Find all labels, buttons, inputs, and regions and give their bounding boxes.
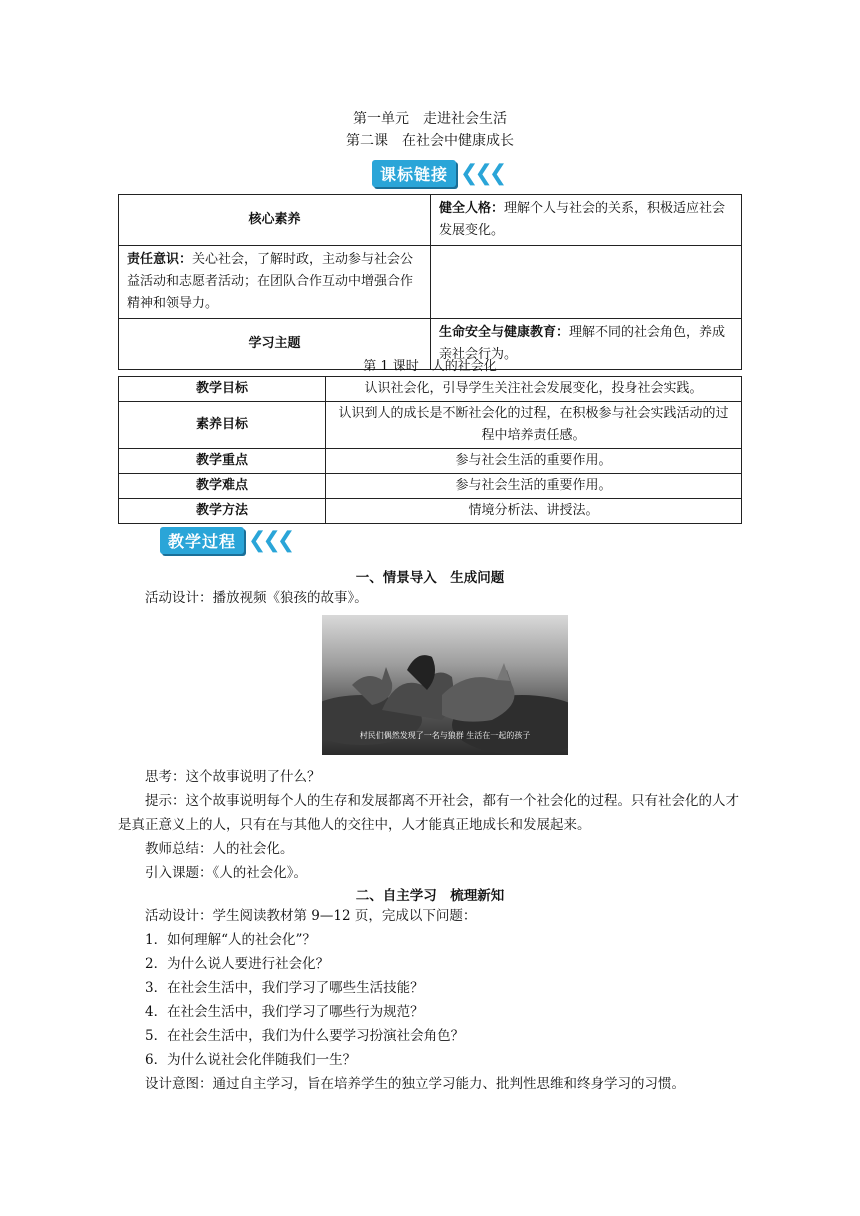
section1-think: 思考：这个故事说明了什么？ xyxy=(145,769,321,785)
section1-hint: 提示：这个故事说明每个人的生存和发展都离不开社会，都有一个社会化的过程。只有社会化的人才是真正意义上的人，只有在与其他人的交往中，人才能真正地成长和发展起来。 xyxy=(118,793,739,833)
curriculum-banner xyxy=(372,160,503,186)
section2-intent: 设计意图：通过自主学习，旨在培养学生的独立学习能力、批判性思维和终身学习的习惯。 xyxy=(145,1076,685,1092)
wolf-child-video-still xyxy=(322,615,568,755)
list-item: 4．在社会生活中，我们学习了哪些行为规范？ xyxy=(145,1004,424,1020)
process-banner-label: 教学过程 xyxy=(160,527,244,554)
unit-title: 第一单元 走进社会生活 xyxy=(353,111,507,127)
lesson-title: 第二课 在社会中健康成长 xyxy=(346,133,514,149)
section1-summary: 教师总结：人的社会化。 xyxy=(145,841,294,857)
empty-cell xyxy=(431,246,742,319)
section1-heading: 一、情景导入 生成问题 xyxy=(355,570,505,586)
list-item: 1．如何理解“人的社会化”？ xyxy=(145,932,316,948)
goals-table xyxy=(118,376,742,524)
study-theme-value: 生命安全与健康教育：理解不同的社会角色，养成亲社会行为。 xyxy=(431,319,742,370)
section2-activity: 活动设计：学生阅读教材第 9—12 页，完成以下问题： xyxy=(145,908,477,924)
table-row: 教学难点 参与社会生活的重要作用。 xyxy=(119,474,742,499)
list-item: 6．为什么说社会化伴随我们一生？ xyxy=(145,1052,357,1068)
video-caption: 村民们偶然发现了一名与狼群 生活在一起的孩子 xyxy=(359,731,531,740)
lesson-period: 第 1 课时 人的社会化 xyxy=(363,359,497,374)
standards-table xyxy=(118,194,742,370)
core-literacy-value: 健全人格：理解个人与社会的关系，积极适应社会发展变化。 xyxy=(431,195,742,246)
table-row: 素养目标 认识到人的成长是不断社会化的过程，在积极参与社会实践活动的过程中培养责任感。 xyxy=(119,402,742,449)
section1-activity: 活动设计：播放视频《狼孩的故事》。 xyxy=(145,590,368,606)
list-item: 3．在社会生活中，我们学习了哪些生活技能？ xyxy=(145,980,424,996)
chevron-left-icon: ❮❮❮ xyxy=(248,527,292,553)
process-banner xyxy=(160,527,291,553)
list-item: 5．在社会生活中，我们为什么要学习扮演社会角色？ xyxy=(145,1028,465,1044)
list-item: 2．为什么说人要进行社会化？ xyxy=(145,956,330,972)
table-row: 教学目标 认识社会化，引导学生关注社会发展变化，投身社会实践。 xyxy=(119,377,742,402)
responsibility-cell: 责任意识：关心社会，了解时政，主动参与社会公益活动和志愿者活动；在团队合作互动中增强合作精神和领导力。 xyxy=(119,246,431,319)
section1-intro: 引入课题：《人的社会化》。 xyxy=(145,865,307,881)
curriculum-banner-label: 课标链接 xyxy=(372,160,456,187)
table-row: 教学方法 情境分析法、讲授法。 xyxy=(119,499,742,524)
section2-heading: 二、自主学习 梳理新知 xyxy=(355,888,505,904)
study-theme-label: 学习主题 xyxy=(119,319,431,370)
chevron-left-icon: ❮❮❮ xyxy=(460,160,504,186)
table-row: 教学重点 参与社会生活的重要作用。 xyxy=(119,449,742,474)
core-literacy-label: 核心素养 xyxy=(119,195,431,246)
